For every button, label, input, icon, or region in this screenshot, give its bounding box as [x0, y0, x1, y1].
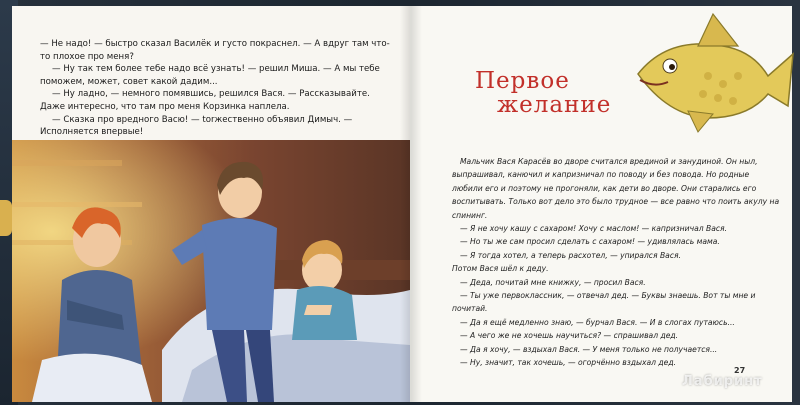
page-number: 27: [734, 366, 746, 375]
left-paragraph-2: — Ну так тем более тебе надо всё узнать! — решил Миша. — А мы тебе поможем, может, совет какой дадим...: [40, 64, 380, 87]
right-paragraph-4: — Я тогда хотел, а теперь расхотел, — упирался Вася.: [460, 250, 681, 260]
right-paragraph-1: Мальчик Вася Карасёв во дворе считался врединой и занудиной. Он ныл, выпрашивал, канючил и капризничал по поводу и без повода. Но родные любили его и поэтому не прогоняли, как дети во дворе. Они старались его воспитывать. Только вот дело это было трудное — все равно что поить акулу на спининг.: [452, 157, 780, 220]
fish-illustration: [628, 6, 796, 138]
right-paragraph-8: — Да я ещё медленно знаю, — бурчал Вася. — И в слогах путаюсь...: [460, 317, 735, 327]
chapter-title-line2: желание: [497, 92, 612, 118]
chapter-title-line1: Первое: [475, 68, 570, 94]
watermark-logo: Лабиринт: [682, 374, 763, 389]
left-paragraph-3: — Ну ладно, — немного помявшись, решился Вася. — Рассказывайте. Даже интересно, что там про меня Корзинка наплела.: [40, 89, 370, 112]
right-paragraph-9: — А чего же не хочешь научиться? — спрашивал дед.: [460, 331, 679, 341]
right-paragraph-11: — Ну, значит, так хочешь, — огорчённо вздыхал дед.: [460, 358, 677, 368]
right-paragraph-2: — Я не хочу кашу с сахаром! Хочу с маслом! — капризничал Вася.: [460, 224, 728, 234]
left-paragraph-1: — Не надо! — быстро сказал Василёк и густо покраснел. — А вдруг там что-то плохое про меня?: [40, 39, 390, 62]
book-gutter: [400, 6, 422, 402]
right-page-text: [452, 155, 780, 370]
right-paragraph-5: Потом Вася шёл к деду.: [452, 264, 549, 274]
right-paragraph-7: — Ты уже первоклассник, — отвечал дед. — Буквы знаешь. Вот ты мне и почитай.: [452, 291, 756, 314]
illustration-children: [12, 140, 410, 402]
right-paragraph-3: — Но ты же сам просил сделать с сахаром! — удивлялась мама.: [460, 237, 720, 247]
right-paragraph-10: — Да я хочу, — вздыхал Вася. — У меня только не получается...: [460, 344, 718, 354]
left-page-text: [40, 38, 390, 139]
right-paragraph-6: — Деда, почитай мне книжку, — просил Вася.: [460, 277, 646, 287]
left-paragraph-4: — Сказка про вредного Васю! — torжественно объявил Димыч. — Исполняется впервые!: [40, 114, 353, 138]
bookmark-tab: [0, 200, 12, 236]
